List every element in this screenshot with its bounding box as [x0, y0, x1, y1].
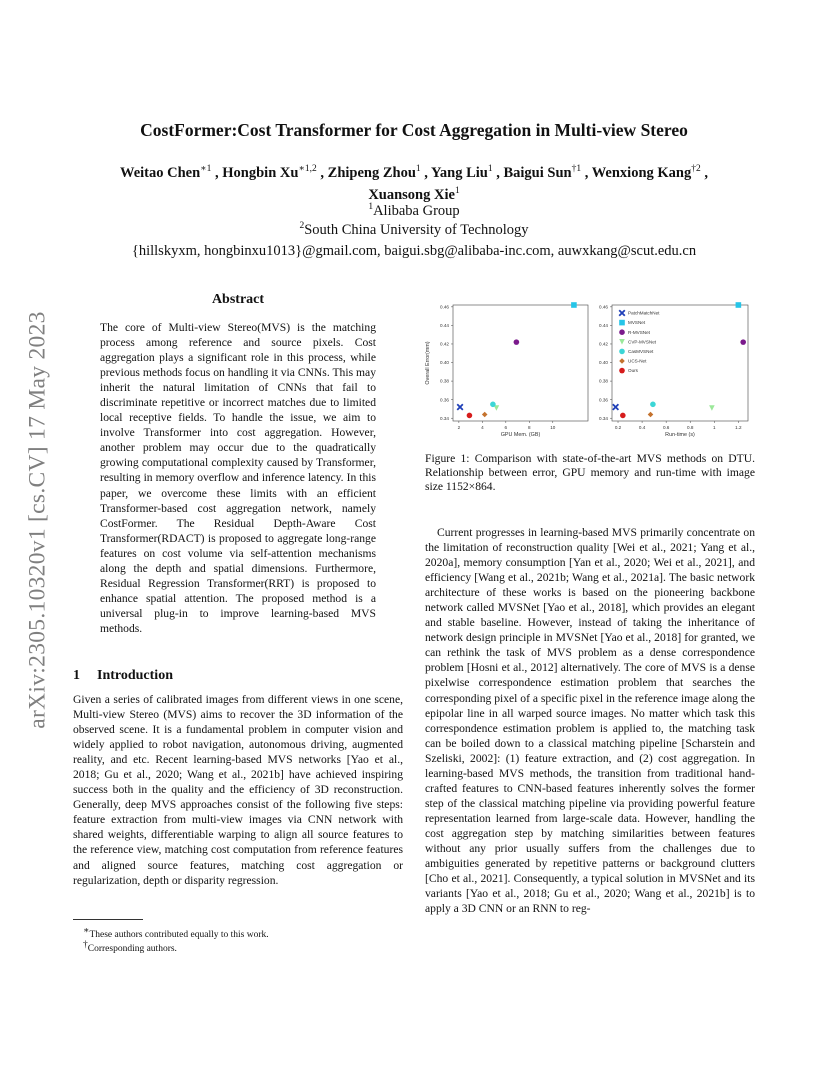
author: Wenxiong Kang$^{\dagger 2}$: [591, 164, 701, 181]
paper-title: CostFormer:Cost Transformer for Cost Aggregation in Multi-view Stereo: [140, 120, 688, 140]
y-tick-label: 0.40: [440, 360, 449, 366]
arxiv-stamp-text: arXiv:2305.10320v1 [cs.CV] 17 May 2023: [24, 311, 51, 729]
data-point: [736, 302, 742, 308]
legend-marker: [619, 368, 625, 374]
x-tick-label: 4: [481, 425, 484, 430]
y-tick-label: 0.44: [599, 323, 608, 329]
y-tick-label: 0.34: [599, 415, 608, 421]
legend-label: CasMVSNet: [628, 349, 654, 354]
figure-caption: Figure 1: Comparison with state-of-the-art MVS methods on DTU. Relationship between error, GPU memory and run-time with image size 1152×864.: [425, 452, 755, 493]
x-tick-label: 1.2: [735, 425, 742, 430]
figure-1-chart: [420, 297, 760, 442]
y-tick-label: 0.44: [440, 323, 449, 329]
x-tick-label: 0.6: [662, 425, 670, 430]
legend-label: MVSNet: [628, 320, 646, 326]
data-point: [740, 339, 746, 345]
data-point: [709, 405, 715, 411]
author-list: Weitao Chen$^{∗1}$ , Hongbin $Xu^{∗1,2}$ , Zhipeng Zhou$^1$ , Yang Liu$^1$ , Baigui Sun$^{\dagger 1}$ , Wenxiong Kang$^{\dagger 2}$ , Xuansong Xie$^1$: [120, 164, 708, 203]
abstract-heading: Abstract: [211, 292, 265, 307]
footnote-rule: [73, 919, 143, 920]
data-point: [514, 339, 520, 345]
legend-marker: [619, 358, 625, 364]
author: Baigui Sun$^{\dagger 1}$: [503, 164, 582, 181]
section-heading: 1 Introduction: [73, 668, 173, 683]
data-point: [620, 413, 626, 419]
abstract-text: The core of Multi-view Stereo(MVS) is the matching process among reference and source pixels. Cost aggregation plays a significant role in this process, while previous methods focus on handling it via CNNs. This may inherit the natural limitation of CNNs that fail to discriminate repetitive or incorrect matches due to limited local receptive fields. To handle the issue, we aim to involve Transformer into cost aggregation. However, another problem may occur due to the quadratically growing computational complexity caused by Transformer, resulting in memory overflow and inference latency. In this paper, we overcome these limits with an efficient Transformer-based cost aggregation network, namely CostFormer. The Residual Depth-Aware Cost Transformer(RDACT) is proposed to aggregate long-range features on cost volume via self-attention mechanisms along the depth and spatial dimensions. Furthermore, Residual Regression Transformer(RRT) is proposed to enhance spatial attention. The proposed method is a universal plug-in to improve learning-based MVS methods.: [100, 321, 376, 635]
data-point: [467, 413, 473, 419]
body-paragraph: Current progresses in learning-based MVS primarily concentrate on the limitation of reconstruction quality [Wei et al., 2021; Yang et al., 2020a], memory consumption [Yan et al., 2020; Wei et al., 2021], and efficiency [Wang et al., 2021b; Wang et al., 2021a]. The basic network architecture of these works is based on the pioneering backbone network called MVSNet [Yao et al., 2018], which provides an elegant and stable baseline. However, instead of taking the inheritance of network design principle in MVSNet [Yao et al., 2018] for granted, we can rethink the task of MVS problem as a dense correspondence problem [Hosni et al., 2012] alternatively. The core of MVS is a dense pixelwise correspondence estimation problem that searches the corresponding pixel of a specific pixel in the reference image along the epipolar line in all warped source images. No matter which task this correspondence estimation problem is applied to, the matching task can be boiled down to a classical matching pipeline [Scharstein and Szeliski, 2002]: (1) feature extraction, and (2) cost aggregation. In learning-based MVS methods, the transition from traditional hand-crafted features to CNN-based features inherently solves the former step of the classical matching pipeline via providing powerful feature representation learned from large-scale data. However, handling the cost aggregation step by matching similarities between features without any prior usually suffers from the challenges due to ambiguities generated by repetitive patterns or background clutters [Cho et al., 2021]. Consequently, a typical solution in MVSNet and its variants [Yao et al., 2018; Gu et al., 2020; Wang et al., 2021b] is to apply a 3D CNN or an RNN to reg-: [425, 526, 755, 916]
author: Hongbin $Xu^{∗1,2}$: [222, 164, 317, 181]
legend-label: CVP-MVSNet: [628, 339, 657, 345]
affiliation: $^2$South China University of Technology: [299, 221, 529, 238]
legend-marker: [619, 320, 625, 326]
x-tick-label: 2: [457, 425, 461, 430]
x-tick-label: 10: [550, 425, 556, 430]
data-point: [457, 404, 463, 410]
footnote: †Corresponding authors.: [83, 940, 177, 955]
legend-marker: [619, 329, 625, 335]
y-tick-label: 0.42: [440, 341, 449, 347]
data-point: [490, 401, 496, 407]
data-point: [648, 412, 654, 418]
x-tick-label: 0.4: [638, 425, 646, 430]
y-tick-label: 0.38: [599, 378, 608, 384]
data-point: [482, 412, 488, 418]
right-column-text: [425, 525, 755, 916]
x-axis-label: GPU Mem. (GB): [500, 432, 541, 438]
y-tick-label: 0.36: [440, 397, 449, 403]
data-point: [613, 404, 619, 410]
author: Yang Liu$^1$: [431, 164, 493, 181]
y-tick-label: 0.34: [440, 415, 449, 421]
legend-label: PatchMatchNet: [628, 310, 660, 316]
x-tick-label: 1: [713, 425, 716, 430]
author: Weitao Chen$^{∗1}$: [120, 164, 212, 181]
legend-label: Ours: [628, 368, 638, 374]
x-tick-label: 8: [528, 425, 531, 430]
y-tick-label: 0.38: [440, 378, 449, 384]
x-axis-label: Run-time (s): [665, 432, 695, 438]
x-tick-label: 0.2: [614, 425, 622, 430]
author: Zhipeng Zhou$^1$: [327, 164, 421, 181]
x-tick-label: 6: [504, 425, 508, 430]
y-tick-label: 0.46: [440, 304, 449, 310]
y-tick-label: 0.40: [599, 360, 608, 366]
legend-marker: [619, 349, 625, 355]
legend-label: UCS-Net: [628, 358, 647, 364]
legend-marker: [619, 310, 625, 316]
y-tick-label: 0.42: [599, 341, 608, 347]
arxiv-stamp: [18, 280, 58, 760]
author: Xuansong Xie$^1$: [368, 185, 460, 203]
y-tick-label: 0.46: [599, 304, 608, 310]
legend-label: R-MVSNet: [628, 329, 650, 335]
y-axis-label: Overall Error(mm): [425, 341, 431, 385]
intro-paragraph: Given a series of calibrated images from different views in one scene, Multi-view Stereo (MVS) aims to recover the 3D information of the observed scene. It is a fundamental problem in computer vision and widely applied to robot navigation, autonomous driving, augmented reality, and etc. Recent learning-based MVS networks [Yao et al., 2018; Gu et al., 2020; Wang et al., 2021b] have achieved inspiring success both in the quality and the efficiency of 3D reconstruction. Generally, deep MVS approaches consist of the following five steps: feature extraction from multi-view images via CNN network with shared weights, differentiable warping to align all source features to the reference view, matching cost computation from reference features and aligned source features, matching cost aggregation or regularization, depth or disparity regression.: [73, 693, 403, 887]
x-tick-label: 0.8: [687, 425, 694, 430]
legend-marker: [619, 339, 625, 345]
footnote: ∗These authors contributed equally to this work.: [83, 926, 269, 941]
data-point: [571, 302, 577, 308]
email-list: {hillskyxm, hongbinxu1013}@gmail.com, baigui.sbg@alibaba-inc.com, auwxkang@scut.edu.cn: [131, 243, 697, 259]
affiliation: $^1$Alibaba Group: [368, 202, 460, 219]
data-point: [650, 401, 656, 407]
plot-frame: [453, 305, 588, 421]
y-tick-label: 0.36: [599, 397, 608, 403]
